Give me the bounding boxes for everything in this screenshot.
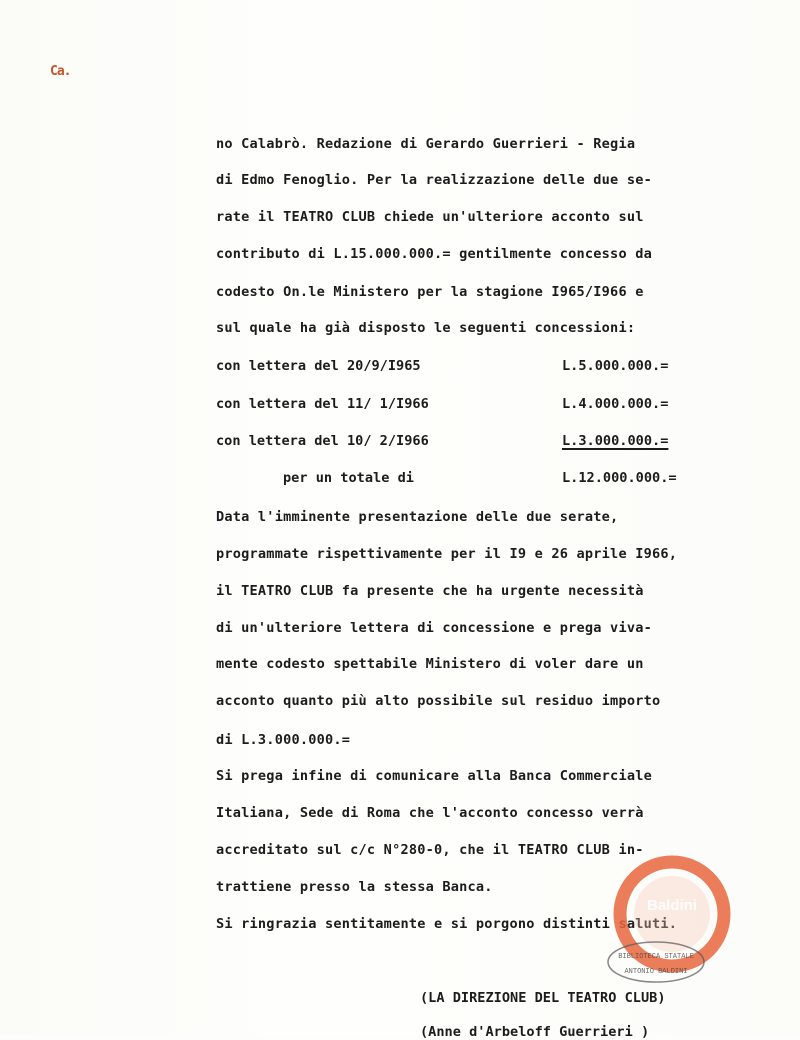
text-line: rate il TEATRO CLUB chiede un'ulteriore acconto sul: [216, 209, 644, 225]
text-line: di L.3.000.000.=: [216, 732, 351, 748]
text-line: no Calabrò. Redazione di Gerardo Guerrieri - Regia: [216, 136, 636, 152]
total-amount: L.12.000.000.=: [562, 470, 677, 486]
text-line: Data l'imminente presentazione delle due serate,: [216, 509, 619, 525]
text-line: contributo di L.15.000.000.= gentilmente concesso da: [216, 246, 652, 262]
text-line: di un'ulteriore lettera di concessione e prega viva-: [216, 620, 652, 636]
text-line: il TEATRO CLUB fa presente che ha urgente necessità: [216, 583, 644, 599]
text-line: acconto quanto più alto possibile sul residuo importo: [216, 693, 661, 709]
svg-text:Baldini: Baldini: [646, 897, 698, 914]
concession-label: con lettera del 20/9/I965: [216, 358, 421, 374]
text-line: Si ringrazia sentitamente e si porgono distinti saluti.: [216, 916, 678, 932]
concession-amount: L.4.000.000.=: [562, 396, 669, 412]
svg-text:BIBLIOTECA STATALE: BIBLIOTECA STATALE: [618, 953, 694, 961]
svg-text:ANTONIO BALDINI: ANTONIO BALDINI: [624, 968, 688, 976]
text-line: accreditato sul c/c N°280-0, che il TEATRO CLUB in-: [216, 842, 644, 858]
concession-amount: L.3.000.000.=: [562, 433, 669, 449]
text-line: sul quale ha già disposto le seguenti concessioni:: [216, 320, 636, 336]
text-line: di Edmo Fenoglio. Per la realizzazione delle due se-: [216, 172, 652, 188]
text-line: mente codesto spettabile Ministero di voler dare un: [216, 656, 644, 672]
library-stamp: [602, 852, 742, 992]
total-label: per un totale di: [283, 470, 414, 486]
signature-line: (Anne d'Arbeloff Guerrieri ): [420, 1024, 650, 1040]
text-line: Italiana, Sede di Roma che l'acconto concesso verrà: [216, 805, 644, 821]
concession-amount: L.5.000.000.=: [562, 358, 669, 374]
signature-line: (LA DIREZIONE DEL TEATRO CLUB): [420, 990, 666, 1006]
corner-mark: Ca.: [50, 64, 71, 79]
text-line: codesto On.le Ministero per la stagione I965/I966 e: [216, 284, 644, 300]
concession-label: con lettera del 11/ 1/I966: [216, 396, 429, 412]
text-line: programmate rispettivamente per il I9 e 26 aprile I966,: [216, 546, 678, 562]
text-line: trattiene presso la stessa Banca.: [216, 879, 493, 895]
text-line: Si prega infine di comunicare alla Banca Commerciale: [216, 768, 652, 784]
concession-label: con lettera del 10/ 2/I966: [216, 433, 429, 449]
